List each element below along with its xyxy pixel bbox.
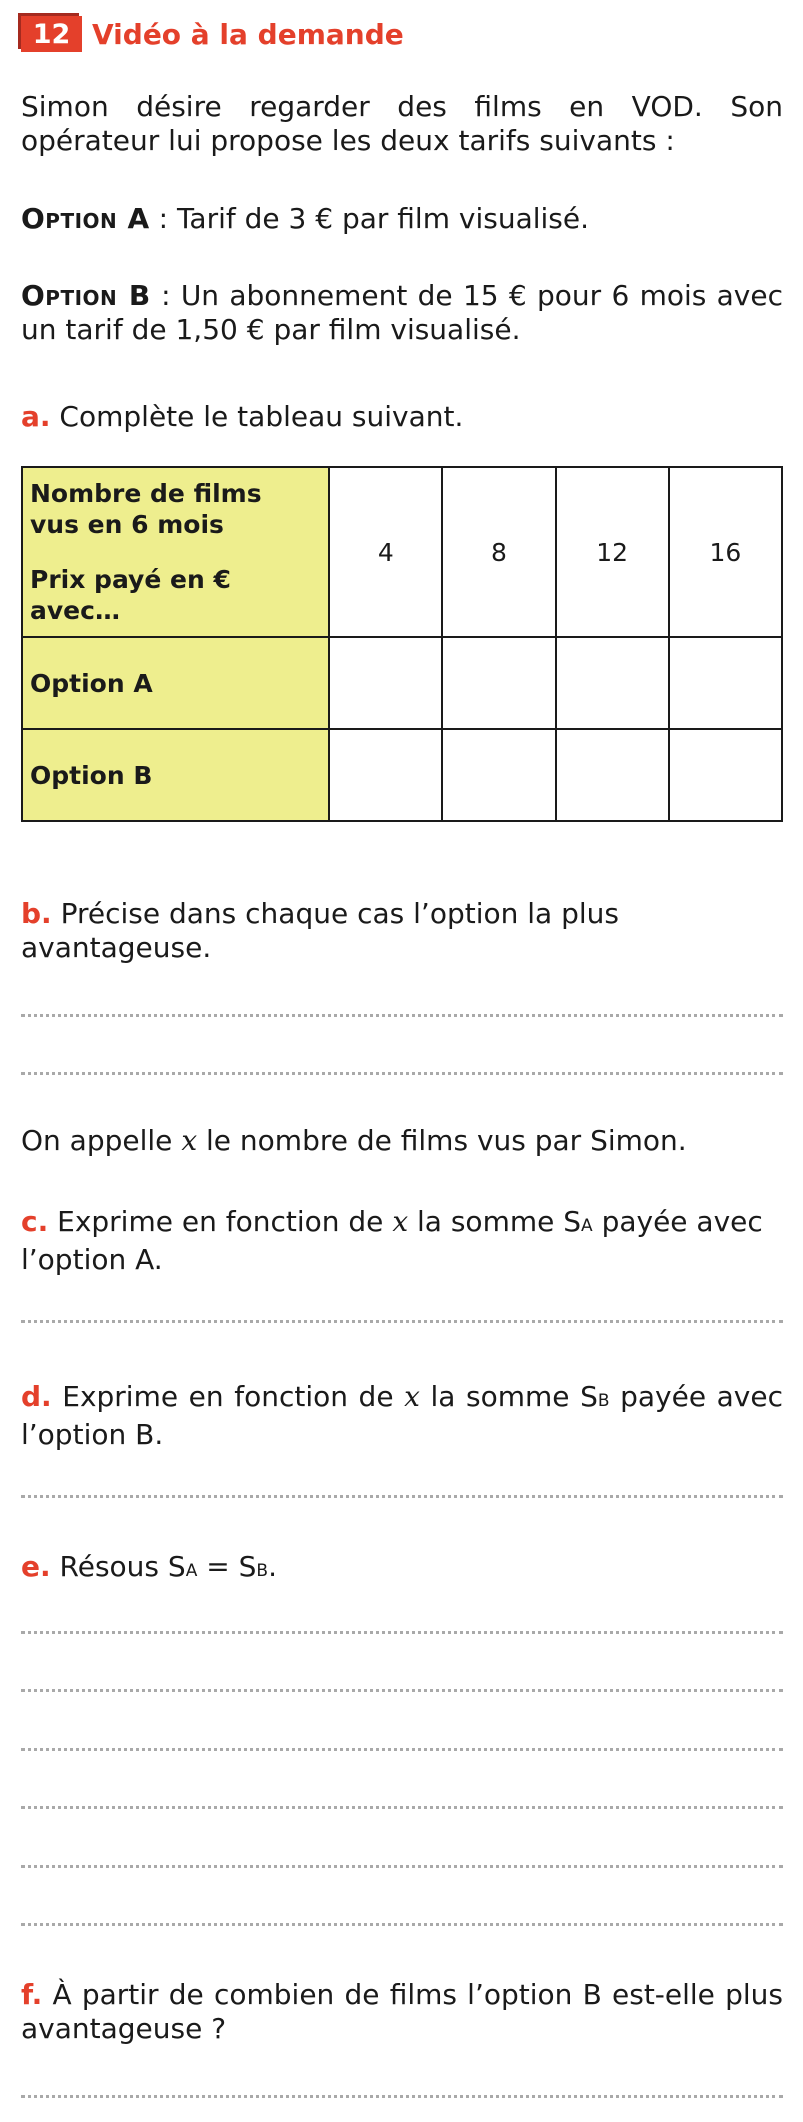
answer-cell[interactable] <box>669 637 782 729</box>
answer-line[interactable] <box>21 1923 783 1926</box>
question-f-text: À partir de combien de films l’option B est-elle plus avantageuse ? <box>21 1978 783 2045</box>
header-line-4: avec… <box>30 596 120 625</box>
row-label-option-a: Option A <box>22 637 329 729</box>
question-a-letter: a. <box>21 400 51 433</box>
answer-cell[interactable] <box>329 637 442 729</box>
variable-x: x <box>392 1205 409 1238</box>
table-header-cell <box>22 467 329 637</box>
answer-line[interactable] <box>21 1806 783 1809</box>
question-d-text-1: Exprime en fonction de <box>51 1380 405 1413</box>
header-line-1: Nombre de films <box>30 479 262 508</box>
answer-cell[interactable] <box>556 729 669 821</box>
question-d-text-3: payée avec l’option B. <box>21 1380 783 1451</box>
question-d-text-2: la somme S <box>419 1380 598 1413</box>
intro-text: Simon désire regarder des films en VOD. Son opérateur lui propose les deux tarifs suivants : <box>21 90 783 157</box>
answer-line[interactable] <box>21 1865 783 1868</box>
subscript-b: B <box>256 1561 269 1581</box>
film-count-cell: 4 <box>329 467 442 637</box>
header-line-2: vus en 6 mois <box>30 510 224 539</box>
table-row-option-a <box>22 637 782 729</box>
film-count-cell: 12 <box>556 467 669 637</box>
film-count-cell: 16 <box>669 467 782 637</box>
subscript-a: A <box>581 1216 593 1236</box>
variable-x: x <box>404 1380 420 1413</box>
exercise-title: Vidéo à la demande <box>92 17 404 51</box>
answer-line[interactable] <box>21 2095 783 2098</box>
question-a-text: Complète le tableau suivant. <box>50 400 464 433</box>
variable-x: x <box>181 1124 198 1157</box>
answer-line[interactable] <box>21 1631 783 1634</box>
question-d <box>21 1380 783 1452</box>
answer-line[interactable] <box>21 1320 783 1323</box>
question-a <box>21 400 783 434</box>
table-header-row <box>22 467 782 637</box>
answer-line[interactable] <box>21 1689 783 1692</box>
x-definition-text-start: On appelle <box>21 1124 182 1157</box>
question-e-text-1: Résous S <box>50 1550 186 1583</box>
answer-line[interactable] <box>21 1072 783 1075</box>
question-e-text-3: . <box>268 1550 277 1583</box>
question-e-text-2: = S <box>197 1550 257 1583</box>
subscript-a: A <box>185 1561 198 1581</box>
subscript-b: B <box>597 1391 610 1411</box>
answer-cell[interactable] <box>556 637 669 729</box>
question-c-text-2: la somme S <box>408 1205 582 1238</box>
price-table <box>21 466 783 822</box>
header-line-3: Prix payé en € <box>30 565 231 594</box>
answer-cell[interactable] <box>442 637 555 729</box>
question-b <box>21 897 783 965</box>
question-b-letter: b. <box>21 897 52 930</box>
option-a-label: Option A <box>21 202 150 235</box>
x-definition-text-end: le nombre de films vus par Simon. <box>197 1124 687 1157</box>
answer-line[interactable] <box>21 1748 783 1751</box>
film-count-cell: 8 <box>442 467 555 637</box>
question-c-text-3: payée avec l’option A. <box>21 1205 763 1276</box>
x-definition <box>21 1124 783 1158</box>
question-b-text: Précise dans chaque cas l’option la plus avantageuse. <box>21 897 619 964</box>
answer-cell[interactable] <box>442 729 555 821</box>
question-e <box>21 1550 783 1588</box>
question-d-letter: d. <box>21 1380 52 1413</box>
question-f <box>21 1978 783 2046</box>
option-b-description <box>21 279 783 347</box>
table-row-option-b <box>22 729 782 821</box>
option-b-label: Option B <box>21 279 151 312</box>
question-e-letter: e. <box>21 1550 51 1583</box>
answer-cell[interactable] <box>329 729 442 821</box>
option-a-text: : Tarif de 3 € par film visualisé. <box>149 202 589 235</box>
answer-line[interactable] <box>21 1014 783 1017</box>
question-c-letter: c. <box>21 1205 49 1238</box>
question-c-text-1: Exprime en fonction de <box>48 1205 393 1238</box>
option-a-description <box>21 202 783 236</box>
option-b-text: : Un abonnement de 15 € pour 6 mois avec un tarif de 1,50 € par film visualisé. <box>21 279 784 346</box>
answer-line[interactable] <box>21 1495 783 1498</box>
exercise-header <box>21 14 404 54</box>
answer-cell[interactable] <box>669 729 782 821</box>
question-c <box>21 1205 783 1277</box>
question-f-letter: f. <box>21 1978 43 2011</box>
row-label-option-b: Option B <box>22 729 329 821</box>
exercise-number-badge: 12 <box>21 16 82 52</box>
